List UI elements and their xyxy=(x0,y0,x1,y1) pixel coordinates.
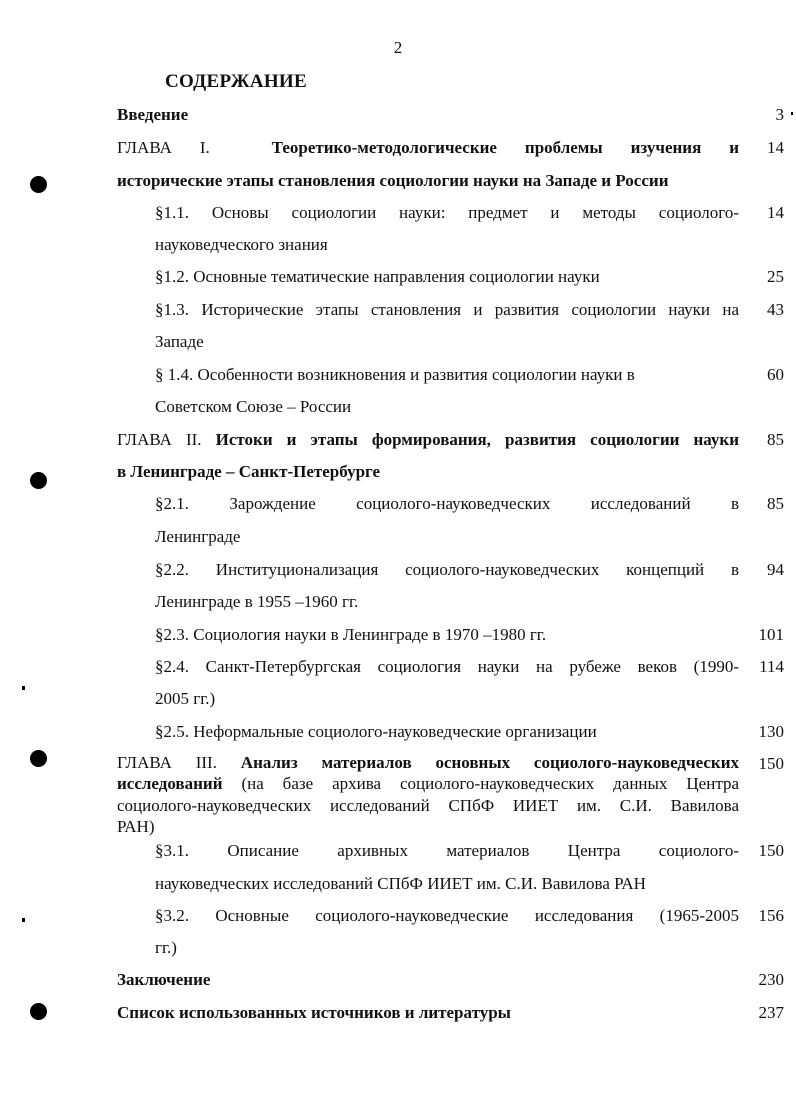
section-3-1-line2: науковедческих исследований СПбФ ИИЕТ им. С.И. Вавилова РАН xyxy=(155,874,646,893)
toc-intro-page: 3 xyxy=(775,105,784,124)
section-2-3-line1: §2.3. Социология науки в Ленинграде в 1970 –1980 гг. xyxy=(155,625,547,644)
section-2-1-line2: Ленинграде xyxy=(155,527,241,546)
chapter-1-prefix: ГЛАВА I. xyxy=(117,138,210,157)
chapter-3-heading-line1 xyxy=(117,754,739,772)
section-1-3-line1: §1.3. Исторические этапы становления и развития социологии науки на xyxy=(155,300,739,319)
chapter-2-prefix: ГЛАВА II. xyxy=(117,430,202,449)
section-1-4-line1: § 1.4. Особенности возникновения и развития социологии науки в xyxy=(155,365,635,384)
chapter-3-title-rest: (на базе архива социолого-науковедческих данных Центра xyxy=(241,774,739,793)
section-1-3-line2: Западе xyxy=(155,332,204,351)
section-2-3-page: 101 xyxy=(758,625,784,644)
section-3-1-page: 150 xyxy=(758,841,784,860)
punch-hole-1 xyxy=(30,176,47,193)
section-3-1-line1: §3.1. Описание архивных материалов Центра социолого- xyxy=(155,841,739,860)
chapter-3-heading-line2 xyxy=(117,775,739,793)
punch-hole-2 xyxy=(30,472,47,489)
chapter-1-heading-line1 xyxy=(117,138,739,158)
chapter-2-heading-line1 xyxy=(117,430,739,450)
section-2-1-line1: §2.1. Зарождение социолого-науковедческих исследований в xyxy=(155,494,739,513)
section-1-2-page: 25 xyxy=(767,267,784,286)
section-1-1-page: 14 xyxy=(767,203,784,222)
toc-intro-label: Введение xyxy=(117,105,189,124)
toc-conclusion-page: 230 xyxy=(758,970,784,989)
punch-hole-4 xyxy=(30,1003,47,1020)
section-3-2-page: 156 xyxy=(758,906,784,925)
section-1-4-line2: Советском Союзе – России xyxy=(155,397,352,416)
chapter-1-title-line1: Теоретико-методологические проблемы изучения и xyxy=(271,138,739,157)
section-2-1-page: 85 xyxy=(767,494,784,513)
page-title: СОДЕРЖАНИЕ xyxy=(165,71,307,92)
section-2-4-line2: 2005 гг.) xyxy=(155,689,216,708)
page-number: 2 xyxy=(393,38,403,57)
section-2-4-line1: §2.4. Санкт-Петербургская социология науки на рубеже веков (1990- xyxy=(155,657,739,676)
toc-references-label: Список использованных источников и литературы xyxy=(117,1003,511,1022)
chapter-3-title-bold: Анализ материалов основных социолого-науковедческих xyxy=(240,753,739,772)
chapter-3-prefix: ГЛАВА III. xyxy=(117,753,217,772)
scan-speck-1 xyxy=(22,686,25,690)
section-1-1-line2: науковедческого знания xyxy=(155,235,328,254)
chapter-1-page: 14 xyxy=(767,138,784,157)
section-1-2-line1: §1.2. Основные тематические направления социологии науки xyxy=(155,267,600,286)
section-3-2-line2: гг.) xyxy=(155,938,177,957)
chapter-3-page: 150 xyxy=(758,754,784,773)
section-2-2-page: 94 xyxy=(767,560,784,579)
section-2-5-line1: §2.5. Неформальные социолого-науковедческие организации xyxy=(155,722,597,741)
chapter-2-title-line1: Истоки и этапы формирования, развития социологии науки xyxy=(215,430,740,449)
chapter-3-line4: РАН) xyxy=(117,817,155,836)
section-1-3-page: 43 xyxy=(767,300,784,319)
section-1-4-page: 60 xyxy=(767,365,784,384)
chapter-2-title-line2: в Ленинграде – Санкт-Петербурге xyxy=(117,462,381,481)
scan-speck-3 xyxy=(791,112,793,115)
section-2-2-line2: Ленинграде в 1955 –1960 гг. xyxy=(155,592,359,611)
section-2-5-page: 130 xyxy=(758,722,784,741)
section-2-2-line1: §2.2. Институционализация социолого-науковедческих концепций в xyxy=(155,560,739,579)
section-1-1-line1: §1.1. Основы социологии науки: предмет и методы социолого- xyxy=(155,203,739,222)
toc-references-page: 237 xyxy=(758,1003,784,1022)
section-2-4-page: 114 xyxy=(759,657,784,676)
toc-conclusion-label: Заключение xyxy=(117,970,211,989)
section-3-2-line1: §3.2. Основные социолого-науковедческие исследования (1965-2005 xyxy=(155,906,739,925)
chapter-3-line3: социолого-науковедческих исследований СПбФ ИИЕТ им. С.И. Вавилова xyxy=(117,796,739,815)
punch-hole-3 xyxy=(30,750,47,767)
chapter-1-title-line2: исторические этапы становления социологии науки на Западе и России xyxy=(117,171,669,190)
chapter-2-page: 85 xyxy=(767,430,784,449)
chapter-3-title-bold2: исследований xyxy=(117,774,223,793)
scan-speck-2 xyxy=(22,918,25,922)
